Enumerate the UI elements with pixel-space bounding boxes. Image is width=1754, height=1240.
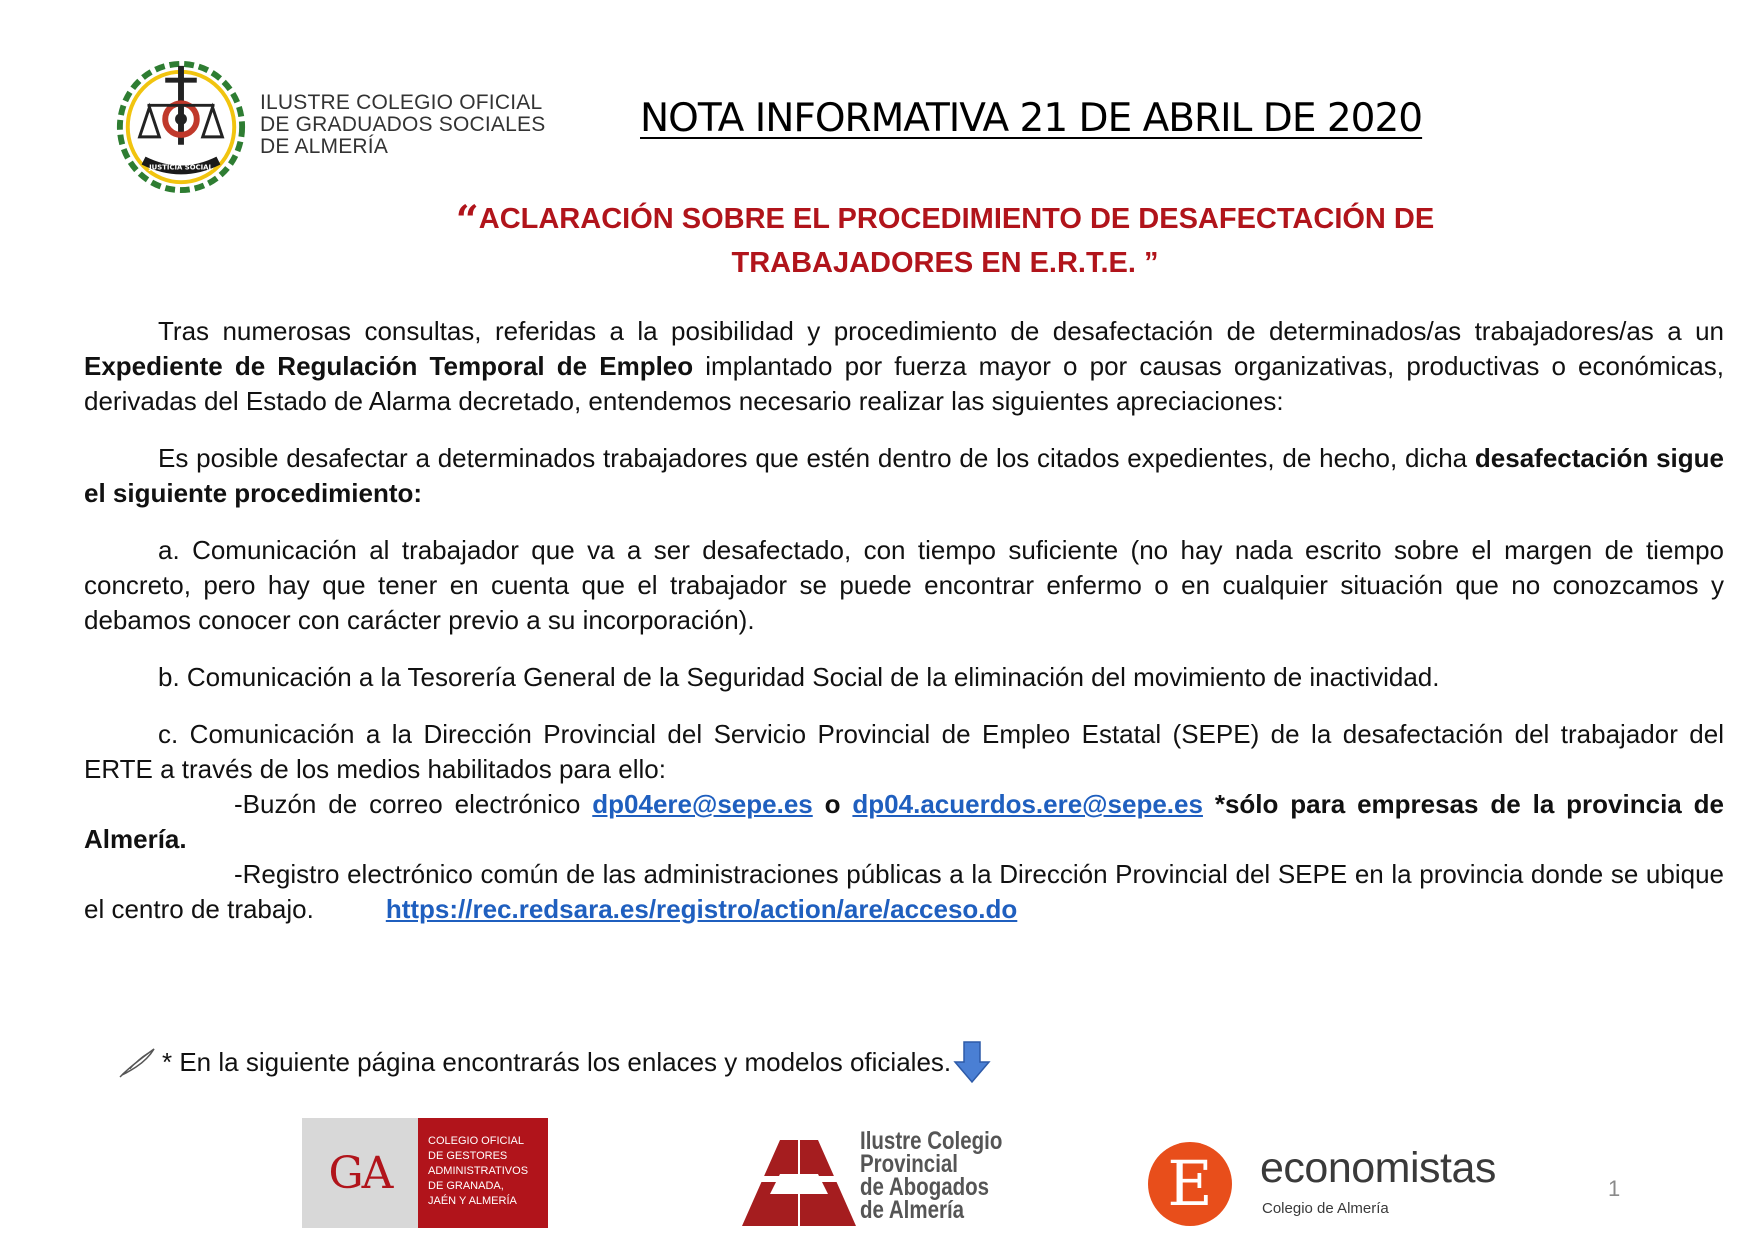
arrow-down-icon: [953, 1040, 991, 1084]
bold-term: desafectación sigue el siguiente procedimiento:: [84, 443, 1724, 508]
crest-ribbon-text: JUSTICIA SOCIAL: [149, 163, 213, 172]
gestores-line: DE GESTORES: [428, 1150, 508, 1162]
abogados-line: de Abogados: [860, 1173, 990, 1201]
org-name-line: DE GRADUADOS SOCIALES: [260, 113, 546, 136]
org-name-line: ILUSTRE COLEGIO OFICIAL: [260, 91, 543, 114]
economistas-logo: [1148, 1140, 1528, 1232]
bold-note: *sólo para empresas de la provincia de Almería.: [84, 789, 1724, 854]
step-a: a. Comunicación al trabajador que va a ser desafectado, con tiempo suficiente (no hay nada escrito sobre el margen de tiempo concreto, pero hay que tener en cuenta que el trabajador se puede encontrar enfermo o en cualquier situación que no conozcamos y debamos conocer con carácter previo a su incorporación).: [84, 535, 1724, 635]
gestores-text: [418, 1118, 548, 1228]
org-name-line: DE ALMERÍA: [260, 135, 389, 158]
step-c: c. Comunicación a la Dirección Provincial del Servicio Provincial de Empleo Estatal (SEPE) de la desafectación del trabajador del ERTE a través de los medios habilitados para ello:: [84, 719, 1724, 784]
gestores-line: ADMINISTRATIVOS: [428, 1165, 529, 1177]
text-span: Tras numerosas consultas, referidas a la posibilidad y procedimiento de desafectación de determinados/as trabajadores/as a un: [158, 316, 1724, 346]
text-span: -Buzón de correo electrónico: [234, 789, 593, 819]
abogados-line: Ilustre Colegio: [860, 1127, 1003, 1155]
step-b: b. Comunicación a la Tesorería General de la Seguridad Social de la eliminación del movimiento de inactividad.: [158, 662, 1440, 692]
subtitle-line-2: TRABAJADORES EN E.R.T.E. ”: [731, 247, 1159, 279]
economistas-sub: Colegio de Almería: [1262, 1200, 1389, 1217]
abogados-text: [860, 1127, 1003, 1224]
next-page-note: [118, 1040, 991, 1084]
email-link-2[interactable]: dp04.acuerdos.ere@sepe.es: [852, 789, 1203, 819]
subtitle-line-1: ACLARACIÓN SOBRE EL PROCEDIMIENTO DE DESAFECTACIÓN DE: [478, 203, 1435, 235]
gestores-mark: [302, 1118, 418, 1228]
abogados-line: Provincial: [860, 1150, 958, 1178]
text-span: o: [812, 789, 853, 819]
abogados-line: de Almería: [860, 1196, 965, 1224]
paragraph-intro: [84, 314, 1724, 419]
economistas-mark: E: [1148, 1142, 1232, 1226]
text-span: Es posible desafectar a determinados trabajadores que estén dentro de los citados expedientes, de hecho, dicha: [158, 443, 1475, 473]
paragraph-procedure: [84, 441, 1724, 511]
abogados-mark-icon: [740, 1134, 858, 1228]
registro-line: [84, 857, 1724, 927]
college-crest-logo: [112, 58, 250, 196]
registro-link[interactable]: https://rec.redsara.es/registro/action/are/acceso.do: [385, 894, 1018, 924]
note-text: * En la siguiente página encontrarás los enlaces y modelos oficiales.: [162, 1046, 952, 1077]
text-span: -Registro electrónico común de las administraciones públicas a la Dirección Provincial del SEPE en la provincia donde se ubique el centro de trabajo.: [84, 859, 1724, 924]
gestores-line: COLEGIO OFICIAL: [428, 1135, 524, 1147]
text-span: implantado por fuerza mayor o por causas organizativas, productivas o económicas, derivadas del Estado de Alarma decretado, entendemos necesario realizar las siguientes apreciaciones:: [84, 351, 1724, 416]
email-link-1[interactable]: dp04ere@sepe.es: [592, 789, 813, 819]
organization-name: [260, 92, 545, 158]
gestores-mark-text: GA: [328, 1147, 392, 1199]
mail-line: [84, 787, 1724, 857]
gestores-line: DE GRANADA,: [428, 1180, 504, 1192]
subtitle: [380, 198, 1510, 285]
quill-pen-icon: [118, 1045, 158, 1079]
abogados-logo: [740, 1127, 1020, 1230]
page-number: 1: [1608, 1176, 1621, 1201]
bold-term: Expediente de Regulación Temporal de Empleo: [84, 351, 694, 381]
economistas-name: economistas: [1260, 1144, 1496, 1192]
open-quote: “: [455, 197, 479, 244]
gestores-administrativos-logo: [302, 1118, 548, 1228]
document-body: [84, 314, 1724, 927]
page-title: NOTA INFORMATIVA 21 DE ABRIL DE 2020: [640, 96, 1423, 141]
gestores-line: JAÉN Y ALMERÍA: [428, 1195, 517, 1207]
